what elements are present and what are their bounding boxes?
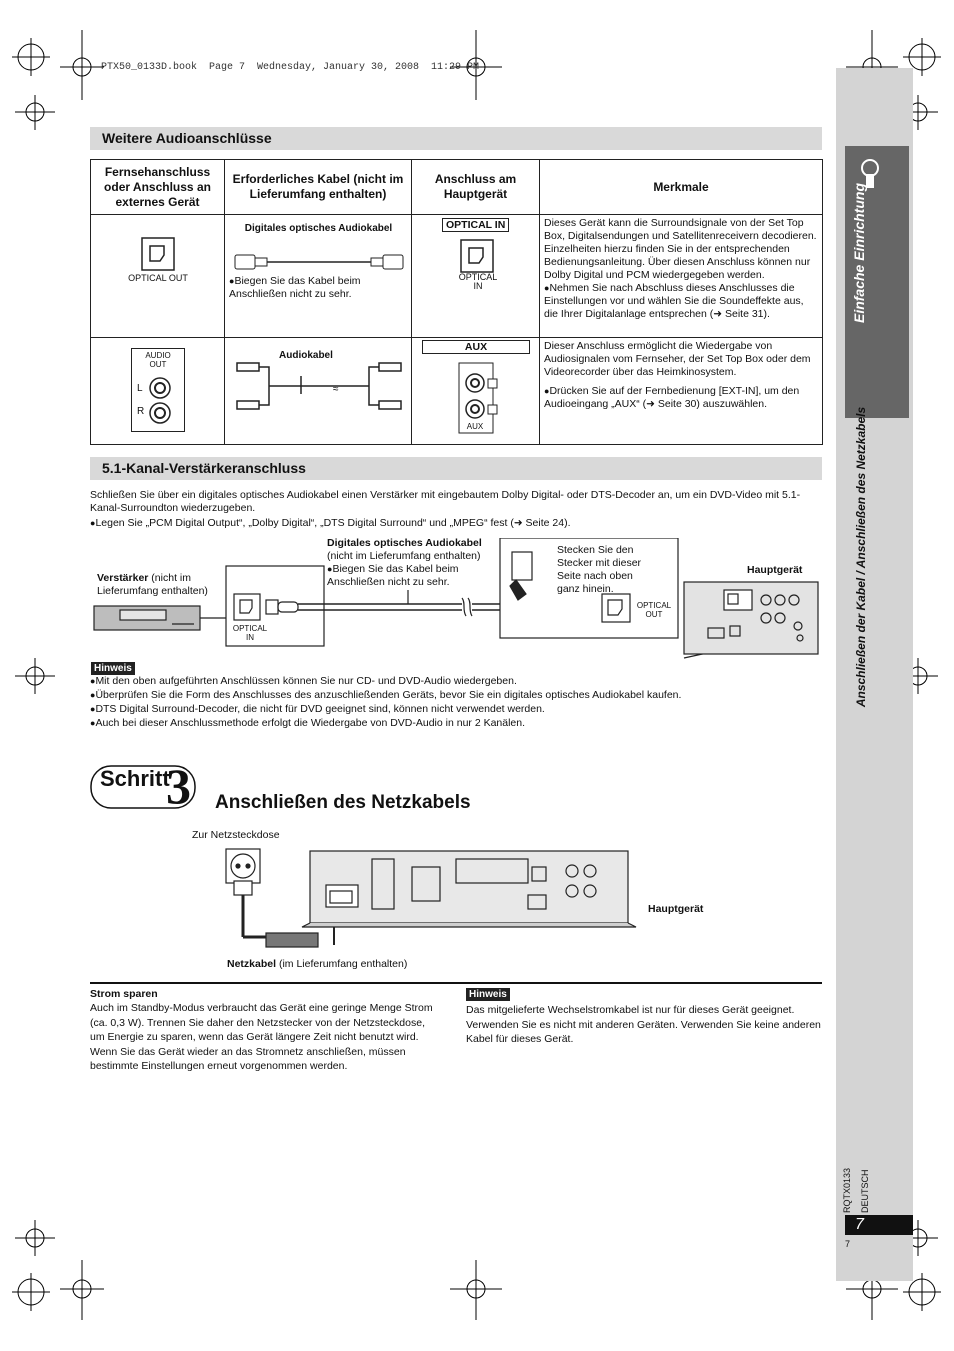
diagram-cable-title: Digitales optisches Audiokabel <box>327 537 482 549</box>
plug-orientation-note: Stecken Sie den Stecker mit dieser Seite nach oben ganz hinein. <box>557 544 642 595</box>
power-cable-label <box>227 958 407 971</box>
port-label: OPTICAL IN <box>458 272 498 291</box>
feature-bullet: ● Drücken Sie auf der Fernbedienung [EXT-IN], um den Audioeingang „AUX“ (➜ Seite 30) auszuwählen. <box>544 385 818 411</box>
divider-line <box>90 982 822 984</box>
main-unit-label-step3: Hauptgerät <box>648 903 704 915</box>
device-r-label: R <box>137 406 145 417</box>
audio-connection-table <box>90 159 823 445</box>
hinweis-badge-step3: Hinweis <box>466 988 510 1001</box>
notes-list <box>90 675 822 730</box>
power-cable-label-rest: (im Lieferumfang enthalten) <box>276 958 408 970</box>
sidebar-section-title: Einfache Einrichtung <box>851 183 867 324</box>
step-label: Schritt <box>100 766 170 791</box>
optical-out-port-icon <box>141 237 175 271</box>
power-saving-text: Auch im Standby-Modus verbraucht das Gerät eine geringe Menge Strom (ca. 0,3 W). Trennen Sie daher den Netzstecker von der Netzsteckdose, um Energie zu sparen, wenn das Gerät längere Zeit nicht benutzt wird. <box>90 1002 433 1043</box>
list-item: ● Auch bei dieser Anschlussmethode erfolgt die Wiedergabe von DVD-Audio in nur 2 Kanälen. <box>90 717 822 730</box>
amplifier-label-bold: Verstärker <box>97 572 149 584</box>
feature-text: Dieser Anschluss ermöglicht die Wiedergabe von Audiosignalen vom Fernseher, der Set Top Box oder dem Videorecorder über das Heimkinosystem. <box>544 340 811 378</box>
power-cable-label-bold: Netzkabel <box>227 958 277 970</box>
power-saving-block <box>90 988 435 1074</box>
optical-in-port-icon <box>460 239 494 273</box>
book-header: PTX50_0133D.book Page 7 Wednesday, January 30, 2008 11:29 PM <box>101 62 480 73</box>
table-header: Erforderliches Kabel (nicht im Lieferumfang enthalten) <box>225 160 412 215</box>
cable-title: Digitales optisches Audiokabel <box>244 223 393 234</box>
section-heading-audio: Weitere Audioanschlüsse <box>90 127 822 150</box>
power-saving-title: Strom sparen <box>90 988 158 1000</box>
list-item: ● Mit den oben aufgeführten Anschlüssen können Sie nur CD- und DVD-Audio wiedergeben. <box>90 675 822 688</box>
page-number-small: 7 <box>845 1239 851 1249</box>
port-tag-optical-in: OPTICAL IN <box>442 218 509 232</box>
hinweis-badge: Hinweis <box>91 662 135 675</box>
table-row <box>91 215 823 338</box>
amplifier-bullet: ● Legen Sie „PCM Digital Output“, „Dolby Digital“, „DTS Digital Surround“ und „MPEG“ fest (➜ Seite 24). <box>90 517 822 530</box>
cable-title: Audiokabel <box>279 350 333 361</box>
device-label: OPTICAL OUT <box>128 273 188 283</box>
table-header: Anschluss am Hauptgerät <box>412 160 540 215</box>
svg-text:≈: ≈ <box>333 384 339 395</box>
section-heading-amplifier: 5.1-Kanal-Verstärkeranschluss <box>90 457 822 480</box>
table-row <box>91 338 823 445</box>
diagram-cable-note: ● Biegen Sie das Kabel beim Anschließen nicht zu sehr. <box>327 563 487 589</box>
sidebar-code: RQTX0133 <box>842 1167 852 1213</box>
device-label: AUDIO OUT <box>145 351 171 369</box>
rca-jacks-icon <box>147 376 173 426</box>
step-number: 3 <box>166 758 191 814</box>
step-title: Anschließen des Netzkabels <box>215 792 471 813</box>
amplifier-intro: Schließen Sie über ein digitales optisches Audiokabel einen Verstärker mit eingebautem Dolby Digital- oder DTS-Decoder an, um ein DVD-Video mit 5.1-Kanal-Surroundton wiederzugeben. <box>90 489 801 514</box>
feature-bullet: ● Nehmen Sie nach Abschluss dieses Anschlusses die Einstellungen vor und wählen Sie die Soundeffekte aus, die Ihrer Digitalanlage entsprechen (➜ Seite 31). <box>544 282 818 321</box>
device-l-label: L <box>137 383 143 394</box>
hinweis-text-step3: Das mitgelieferte Wechselstromkabel ist nur für dieses Gerät geeignet. Verwenden Sie es nicht mit anderen Geräten. Verwenden Sie keine anderen Kabel für dieses Gerät. <box>466 1004 821 1045</box>
power-connection-diagram <box>222 845 662 955</box>
optical-out-label: OPTICAL OUT <box>636 601 672 619</box>
list-item: ● DTS Digital Surround-Decoder, die nicht für DVD geeignet sind, können nicht verwendet werden. <box>90 703 822 716</box>
port-tag-aux: AUX <box>422 340 530 354</box>
amplifier-label-rest: (nicht im Lieferumfang enthalten) <box>97 572 208 597</box>
amplifier-diagram <box>90 538 822 662</box>
optical-in-label: OPTICAL IN <box>232 624 268 642</box>
list-item: ● Überprüfen Sie die Form des Anschlusses des anzuschließenden Geräts, bevor Sie ein digitales optisches Audiokabel kaufen. <box>90 689 822 702</box>
sidebar-vertical-title: Anschließen der Kabel / Anschließen des Netzkabels <box>854 406 868 708</box>
table-header: Fernsehanschluss oder Anschluss an externes Gerät <box>91 160 225 215</box>
sidebar-language: DEUTSCH <box>860 1169 870 1213</box>
page-number-large: 7 <box>855 1216 864 1233</box>
outlet-label: Zur Netzsteckdose <box>192 829 280 841</box>
diagram-cable-sub: (nicht im Lieferumfang enthalten) <box>327 550 481 562</box>
main-unit-label: Hauptgerät <box>747 564 803 576</box>
table-header: Merkmale <box>540 160 823 215</box>
audio-cable-icon <box>233 358 405 418</box>
power-saving-text-2: Wenn Sie das Gerät wieder an das Stromnetz anschließen, müssen bestimmte Einstellungen erneut vorgenommen werden. <box>90 1045 406 1072</box>
optical-cable-icon <box>233 251 405 273</box>
cable-note: ● Biegen Sie das Kabel beim Anschließen nicht zu sehr. <box>229 275 405 301</box>
feature-text: Dieses Gerät kann die Surroundsignale von der Set Top Box, Digitalsendungen und Satellitenreceivern decodieren. Einzelheiten hierzu finden Sie in der entsprechenden Bedienungsanleitung. Über diesen Anschluss können nur Dolby Digital und PCM wiedergegeben werden. <box>544 217 817 281</box>
port-label: AUX <box>466 422 484 431</box>
